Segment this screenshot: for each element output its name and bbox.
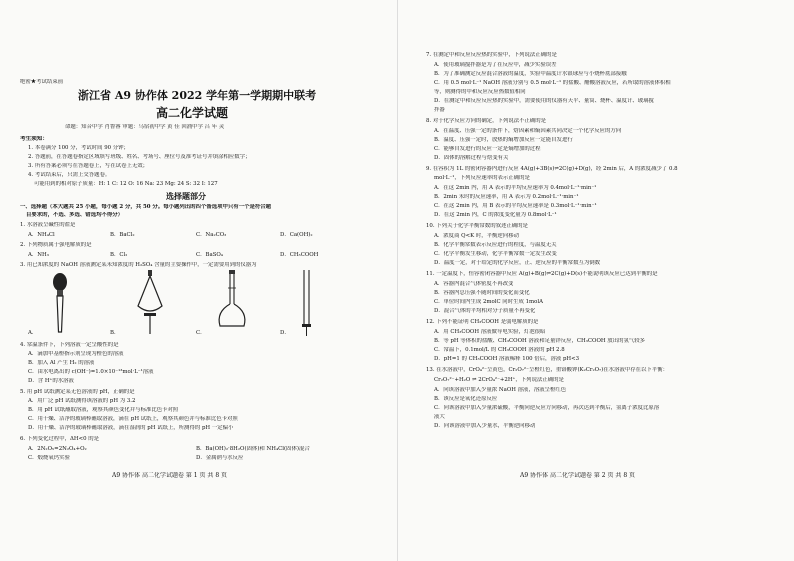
option-c: C．向该溶液中加入少量浓硫酸，平衡向逆反应方向移动，再次达到平衡后，氢离子浓度比原溶 — [434, 405, 660, 411]
option-d: D．在测定中和反应反应热的实验中，需要使用的仪器有天平、量筒、烧杯、温度计、玻璃搅 — [434, 98, 654, 104]
question-stem: 7. 在测定中和反应反应热的实验中，下列说法正确的是 — [426, 52, 557, 58]
option-b: B．容器内总压强不随时间的变化而变化 — [434, 290, 530, 296]
question-stem-cont: Cr₂O₇²⁻+H₂O ⇌ 2CrO₄²⁻+2H⁺，下列说法正确的是 — [434, 377, 564, 383]
option-c: C．Na₂CO₃ — [196, 232, 227, 238]
option-d: D．用干燥、洁净的玻璃棒蘸取溶液，滴在湿润的 pH 试纸上，所测得的 pH 一定偏小 — [28, 425, 234, 431]
dropper-icon — [40, 270, 80, 340]
option-d: D．混合气体的平均相对分子质量不再变化 — [434, 308, 536, 314]
option-b: B．为了准确测定反应混合溶液的温度，实验中温度计水银球应与小烧杯底部接触 — [434, 71, 627, 77]
option-c: C．BaSO₄ — [196, 252, 223, 258]
option-a: A． — [28, 330, 38, 336]
option-b: B．加入 Al 产生 H₂ 的溶液 — [28, 360, 95, 366]
option-d: D．Ca(OH)₂ — [280, 232, 313, 238]
question-stem: 5. 用 pH 试纸测定某无色溶液的 pH，正确的是 — [20, 389, 135, 395]
option-d: D．向该溶液中加入少量水，平衡逆向移动 — [434, 423, 536, 429]
separatory-funnel-icon — [130, 268, 170, 338]
option-b: B．该反应是氧化还原反应 — [434, 396, 498, 402]
option-a: A．NH₃ — [28, 252, 49, 258]
section-intro: 一、选择题（本大题共 25 小题，每小题 2 分，共 50 分。每小题列出的四个备选项中只有一个是符合题 — [20, 204, 272, 210]
option-d: D．金属钠与水反应 — [196, 455, 244, 461]
option-a: A．向该溶液中加入少量浓 NaOH 溶液，溶液呈橙红色 — [434, 387, 567, 393]
option-c-cont: 液大 — [434, 414, 445, 420]
option-c: C．用干燥、洁净的玻璃棒蘸取溶液，滴在 pH 试纸上，观察其颜色并与标准比色卡对照 — [28, 416, 238, 422]
option-c-cont: 等，则测得的中和反应反应热数值相同 — [434, 89, 526, 95]
option-d: D．固体的溶解过程与焓变有关 — [434, 155, 509, 161]
page-footer: A9 协作体 高二化学试题卷 第 2 页 共 8 页 — [520, 472, 636, 479]
notice-item: 2. 答题前，在答题卷指定区域填写班级、姓名、考场号、座位号及准考证号并填涂相应数字； — [28, 154, 251, 160]
option-b: B．化学平衡常数表示反应进行的程度，与温度无关 — [434, 242, 557, 248]
option-c: C．常温下，0.1mol/L 的 CH₃COOH 溶液的 pH 2.8 — [434, 347, 565, 353]
option-d: D． — [280, 330, 290, 336]
option-b: B．BaCl₂ — [110, 232, 135, 238]
confidential-mark: 绝密★考试结束前 — [20, 79, 64, 85]
notice-heading: 考生须知： — [20, 136, 48, 142]
option-a: A．浓度商 Q<K 时，平衡逆向移动 — [434, 233, 519, 239]
option-a: A．NH₄Cl — [28, 232, 55, 238]
page-footer: A9 协作体 高二化学试题卷 第 1 页 共 8 页 — [112, 472, 228, 479]
exam-subtitle: 高二化学试题 — [156, 106, 229, 120]
question-stem: 10. 下列关于化学平衡常数的叙述正确的是 — [426, 223, 528, 229]
question-stem: 8. 对于化学反应方向的确定，下列说法不正确的是 — [426, 118, 547, 124]
section-intro: 目要求的，不选、多选、错选均不得分） — [26, 212, 124, 218]
option-a: A．用广泛 pH 试纸测得该溶液的 pH 为 3.2 — [28, 398, 136, 404]
option-b: B．Ba(OH)₂·8H₂O(固体)和 NH₄Cl(固体)混合 — [196, 446, 310, 452]
option-d: D．含 H⁺的水溶液 — [28, 378, 74, 384]
option-c: C．化学平衡发生移动，化学平衡常数一定发生改变 — [434, 251, 557, 257]
option-b: B． — [110, 330, 120, 336]
option-b: B．Cl₂ — [110, 252, 128, 258]
exam-page-2 — [397, 0, 794, 561]
option-a: A．使用玻璃搅拌器是为了在反应中，减少实验误差 — [434, 62, 557, 68]
option-b: B．2min 末时的反应速率，用 A 表示为 0.2mol·L⁻¹·min⁻¹ — [434, 194, 579, 200]
option-d: D．温度一定，对于给定的化学反应，正、逆反应的平衡常数互为倒数 — [434, 260, 601, 266]
option-a: A．在温度、压强一定的条件下，焓因素和熵因素共同决定一个化学反应的方向 — [434, 128, 622, 134]
question-stem: 12. 下列不能证明 CH₃COOH 是弱电解质的是 — [426, 319, 539, 325]
volumetric-flask-icon — [212, 268, 252, 338]
option-b: B．温度、压强一定时，放热的熵增加反应一定能自发进行 — [434, 137, 573, 143]
atomic-mass-line: 可能用到的相对原子质量：H: 1 C: 12 O: 16 Na: 23 Mg: 24 S: 32 I: 127 — [34, 181, 218, 187]
question-stem: 1. 水溶液呈碱性的盐是 — [20, 222, 76, 228]
option-c: C．单位时间内生成 2molC 同时生成 1molA — [434, 299, 543, 305]
question-stem: 11. 一定温度下，恒容密闭容器中反应 A(g)+B(g)⇌2C(g)+D(s)不能说明该反应已达到平衡的是 — [426, 271, 658, 277]
exam-title: 浙江省 A9 协作体 2022 学年第一学期期中联考 — [78, 89, 317, 102]
question-stem: 9. 在容积为 1L 的密闭容器内进行反应 4A(g)+3B(s)⇌2C(g)+D(g)，经 2min 后，A 的浓度减少了 0.8 — [426, 166, 678, 172]
option-d: D．pH=1 的 CH₃COOH 溶液稀释 100 倍后，溶液 pH<3 — [434, 356, 580, 362]
notice-item: 4. 考试结束后，只需上交答题卷。 — [28, 172, 111, 178]
option-c: C．由水电离出的 c(OH⁻)=1.0×10⁻¹³mol·L⁻¹溶液 — [28, 369, 154, 375]
option-c: C．在这 2min 内，用 B 表示的平均反应速率是 0.3mol·L⁻¹·min⁻¹ — [434, 203, 597, 209]
option-c: C． — [196, 330, 206, 336]
option-d: D．CH₃COOH — [280, 252, 319, 258]
notice-item: 1. 本卷满分 100 分，考试时间 90 分钟； — [28, 145, 129, 151]
option-c: C．煅烧氧钙实验 — [28, 455, 70, 461]
option-a: A．在这 2min 内，用 A 表示的平均反应速率为 0.4mol·L⁻¹·min⁻¹ — [434, 185, 597, 191]
burette-icon — [292, 268, 322, 338]
question-stem: 4. 常温条件下，下列溶液一定呈酸性的是 — [20, 342, 119, 348]
option-b: B．用 pH 试纸蘸取溶液，观察其颜色变化并与标准比色卡对照 — [28, 407, 179, 413]
option-d-cont: 拌器 — [434, 107, 445, 113]
option-d: D．在这 2min 内，C 的浓度变化量为 0.8mol·L⁻¹ — [434, 212, 557, 218]
question-stem-cont: mol·L⁻¹，下列反应速率的表示正确的是 — [434, 175, 530, 181]
option-a: A．用 CH₃COOH 溶液做导电实验，灯泡很暗 — [434, 329, 546, 335]
option-c: C．用 0.5 mol·L⁻¹ NaOH 溶液分别与 0.5 mol·L⁻¹ 的盐酸、醋酸溶液反应，若所取的溶液体积相 — [434, 80, 671, 86]
question-stem: 13. 在水溶液中，CrO₄²⁻呈黄色，Cr₂O₇²⁻呈橙红色，重铬酸钾(K₂Cr₂O₇)在水溶液中存在以下平衡： — [426, 367, 668, 373]
section-heading: 选择题部分 — [166, 191, 206, 201]
option-b: B．等 pH 等体积的盐酸、CH₃COOH 溶液和足量锌反应，CH₃COOH 放出的氢气较多 — [434, 338, 646, 344]
notice-item: 3. 所有答案必须写在答题卷上，写在试卷上无效； — [28, 163, 149, 169]
question-stem: 6. 下列变化过程中，ΔH<0 的是 — [20, 436, 100, 442]
option-a: A．容器内混合气体密度不再改变 — [434, 281, 514, 287]
option-a: A．2N₂O₅=2N₂O₄+O₂ — [28, 446, 87, 452]
option-a: A．滴加甲基橙指示剂呈现为橙色的溶液 — [28, 351, 124, 357]
question-stem: 3. 用已知浓度的 NaOH 溶液测定某未知浓度的 H₂SO₄ 含量的主要操作中，一定需要用到的仪器为 — [20, 262, 257, 268]
option-c: C．能够自发进行的反应一定是熵增加的过程 — [434, 146, 541, 152]
author-line: 命题：知音中学 肖鲁睿 审题：乌宿初中学 黄 佳 回浦中学 吕 年 灵 — [65, 124, 225, 130]
question-stem: 2. 下列物质属于强电解质的是 — [20, 242, 92, 248]
